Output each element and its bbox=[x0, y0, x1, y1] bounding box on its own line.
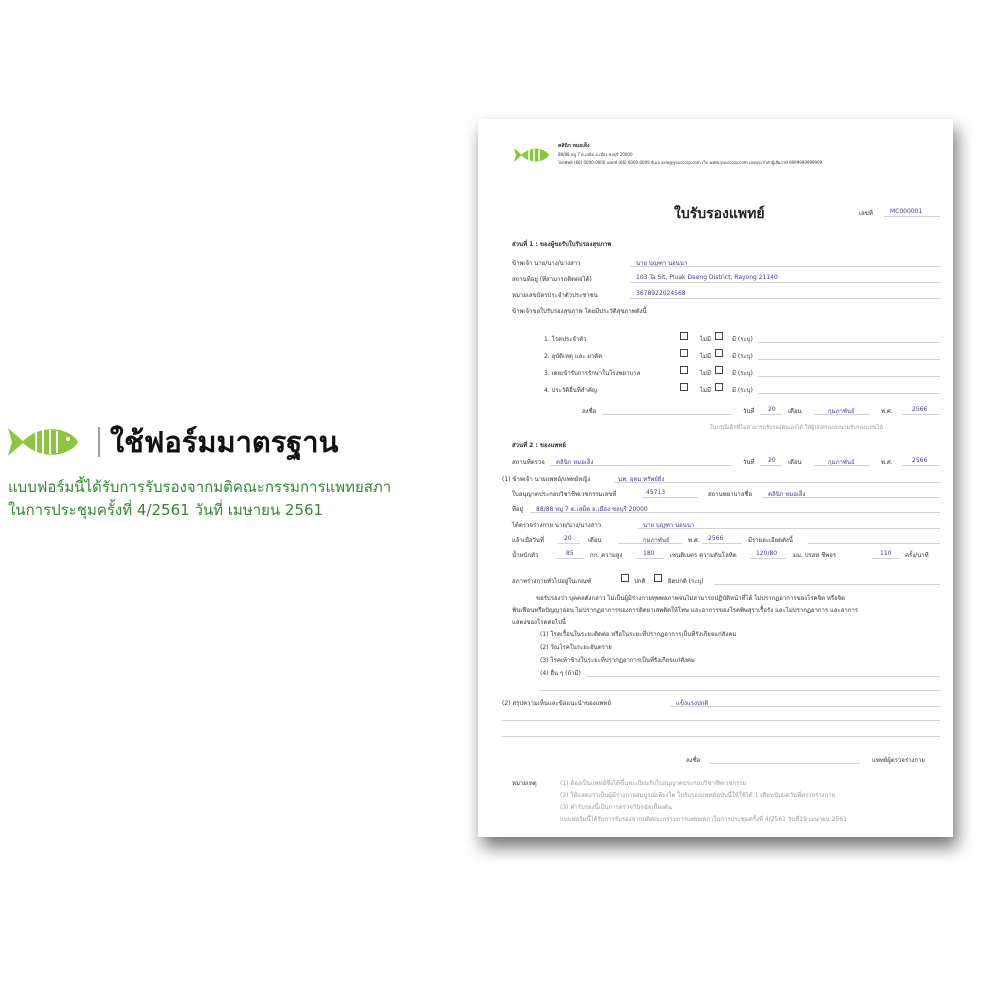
hospital-value[interactable]: คลินิก หมอเส็ง bbox=[768, 491, 806, 498]
yes-checkbox[interactable] bbox=[715, 332, 723, 340]
per-min-label: ครั้ง/นาที bbox=[905, 552, 929, 559]
month-label: เดือน bbox=[788, 459, 802, 466]
disease-item: (3) โรคเท้าช้างในระยะที่ปรากฏอาการเป็นที่รังเกียจแก่สังคม bbox=[540, 657, 695, 664]
examined-label: ได้ตรวจร่างกาย นาย/นาง/นางสาว bbox=[512, 522, 602, 529]
no-option-label: ไม่มี bbox=[700, 353, 711, 360]
doc-no-value: MC000001 bbox=[890, 208, 923, 215]
summary-value[interactable]: แข็งแรงปกติ bbox=[676, 700, 709, 707]
height-value[interactable]: 180 bbox=[643, 550, 655, 557]
name-label: ข้าพเจ้า นาย/นาง/นางสาว bbox=[512, 260, 581, 267]
yes-option-label: มี (ระบุ) bbox=[732, 370, 753, 377]
promo-block bbox=[8, 420, 468, 522]
no-checkbox[interactable] bbox=[680, 349, 688, 357]
yes-checkbox[interactable] bbox=[715, 349, 723, 357]
pulse-value[interactable]: 110 bbox=[880, 550, 892, 557]
form-title: ใบรับรองแพทย์ bbox=[674, 206, 765, 222]
history-item: 4. ประวัติอื่นที่สำคัญ bbox=[544, 387, 597, 394]
clinic-address: 88/88 หมู่ 7 ต.เสม็ด อ.เมือง ชลบุรี 20000 bbox=[558, 152, 633, 157]
exam-day[interactable]: 20 bbox=[564, 535, 572, 542]
bp-value[interactable]: 120/80 bbox=[756, 550, 778, 557]
date-label: วันที่ bbox=[743, 408, 755, 415]
clinic-contact: โทรศัพท์ (66) 0000-0000 แฟกซ์ (66) 0000-0009 อีเมล sale@yourcorp.com เว็บ www.yourcorp.com เลขประจำตัวผู้เสียภาษี 9999999999999 bbox=[558, 160, 823, 165]
no-option-label: ไม่มี bbox=[700, 370, 711, 377]
sign-label: ลงชื่อ bbox=[582, 408, 597, 415]
yes-option-label: มี (ระบุ) bbox=[732, 353, 753, 360]
promo-subtitle-line-1: แบบฟอร์มนี้ได้รับการรับรองจากมติคณะกรรมการแพทยสภา bbox=[8, 478, 392, 496]
clinic-name: คลินิก หมอเส็ง bbox=[558, 143, 590, 149]
promo-subtitle bbox=[8, 476, 468, 522]
details-label: มีรายละเอียดดังนี้ bbox=[748, 537, 793, 544]
address-value[interactable]: 103 Ta Sit, Pluak Daeng District, Rayong 21140 bbox=[636, 274, 778, 281]
name-value[interactable]: นาย บุญฑา นอนนา bbox=[636, 260, 688, 267]
doctor-sign-label: ลงชื่อ bbox=[686, 757, 701, 764]
year-label: พ.ศ. bbox=[881, 459, 893, 466]
day-value[interactable]: 20 bbox=[768, 406, 776, 413]
normal-checkbox[interactable] bbox=[621, 574, 629, 582]
day-value[interactable]: 20 bbox=[768, 457, 776, 464]
hospital-label: สถานพยาบาลชื่อ bbox=[708, 491, 753, 498]
doc-no-label: เลขที่ bbox=[859, 210, 873, 217]
yes-checkbox[interactable] bbox=[715, 366, 723, 374]
year-label: พ.ศ. bbox=[881, 408, 893, 415]
cm-bp-label: เซนติเมตร ความดันโลหิต bbox=[670, 552, 737, 559]
medical-certificate-sheet bbox=[478, 119, 953, 837]
promo-title: ใช้ฟอร์มมาตรฐาน bbox=[110, 425, 339, 459]
doctor-value[interactable]: นพ. อุดม ทรัพย์ยิ่ง bbox=[618, 476, 665, 483]
exam-month[interactable]: กุมภาพันธ์ bbox=[643, 537, 670, 544]
part2-heading: ส่วนที่ 2 : ของแพทย์ bbox=[512, 442, 566, 449]
remark-item: (1) ต้องเป็นแพทย์ซึ่งได้ขึ้นทะเบียนรับใบอนุญาตประกอบวิชาชีพเวชกรรม bbox=[560, 780, 747, 787]
yes-option-label: มี (ระบุ) bbox=[732, 336, 753, 343]
history-item: 1. โรคประจำตัว bbox=[544, 336, 587, 343]
when-label: แล้วเมื่อวันที่ bbox=[512, 537, 544, 544]
examined-value[interactable]: นาย บุญฑา นอนนา bbox=[643, 522, 695, 529]
promo-header bbox=[8, 420, 468, 464]
license-label: ใบอนุญาตประกอบวิชาชีพเวชกรรมเลขที่ bbox=[512, 491, 617, 498]
divider bbox=[98, 427, 100, 457]
doctor-label: (1) ข้าพเจ้า นายแพทย์/แพทย์หญิง bbox=[502, 476, 591, 483]
date-label: วันที่ bbox=[743, 459, 755, 466]
history-label: ข้าพเจ้าขอใบรับรองสุขภาพ โดยมีประวัติสุขภาพดังนี้ bbox=[512, 308, 647, 315]
no-checkbox[interactable] bbox=[680, 366, 688, 374]
month-label: เดือน bbox=[788, 408, 802, 415]
address-label: สถานที่อยู่ (ที่สามารถติดต่อได้) bbox=[512, 276, 592, 283]
mmhg-pulse-label: มม. ปรอท ชีพจร bbox=[793, 552, 836, 559]
fish-logo bbox=[8, 422, 80, 462]
summary-label: (2) สรุปความเห็นและข้อแนะนำของแพทย์ bbox=[502, 700, 611, 707]
clinic-logo bbox=[514, 145, 550, 165]
general-label: สภาพร่างกายทั่วไปอยู่ในเกณฑ์ bbox=[512, 578, 592, 585]
yes-checkbox[interactable] bbox=[715, 383, 723, 391]
promo-subtitle-line-2: ในการประชุมครั้งที่ 4/2561 วันที่ เมษายน 2561 bbox=[8, 501, 324, 519]
addr-value[interactable]: 88/88 หมู่ 7 ต.เสม็ด อ.เมือง ชลบุรี 20000 bbox=[536, 506, 648, 513]
abnormal-checkbox[interactable] bbox=[654, 574, 662, 582]
disease-item: (2) วัณโรคในระยะอันตราย bbox=[540, 644, 612, 651]
statement-line-1: ขอรับรองว่า บุคคลดังกล่าว ไม่เป็นผู้มีร่างกายทุพพลภาพจนไม่สามารถปฏิบัติหน้าที่ได้ ไม่ปรากฏอาการของโรคจิต หรือจิต bbox=[536, 595, 846, 602]
remark-item: (2) ให้แสดงว่าเป็นผู้มีร่างกายสมบูรณ์เพียงใด ใบรับรองแพทย์ฉบับนี้ให้ใช้ได้ 1 เดือนนับแต่วันที่ตรวจร่างกาย bbox=[560, 792, 836, 799]
history-item: 2. อุบัติเหตุ และ ผ่าตัด bbox=[544, 353, 603, 360]
remark-item: (3) คำรับรองนี้เป็นการตรวจวินิจฉัยเบื้องต้น bbox=[560, 804, 672, 811]
remark-item: แบบฟอร์มนี้ได้รับการรับรองจากมติคณะกรรมการแพทยสภาในการประชุมครั้งที่ 4/2561 วันที่19 เมษายน 2561 bbox=[560, 816, 847, 823]
place-value[interactable]: คลินิก หมอเส็ง bbox=[556, 459, 594, 466]
remarks-label: หมายเหตุ bbox=[512, 780, 537, 787]
no-checkbox[interactable] bbox=[680, 332, 688, 340]
place-label: สถานที่ตรวจ bbox=[512, 459, 545, 466]
no-option-label: ไม่มี bbox=[700, 387, 711, 394]
weight-label: น้ำหนักตัว bbox=[512, 552, 539, 559]
disease-item: (1) โรคเรื้อนในระยะติดต่อ หรือในระยะที่ปรากฏอาการเป็นที่รังเกียจแก่สังคม bbox=[540, 631, 737, 638]
yes-option-label: มี (ระบุ) bbox=[732, 387, 753, 394]
part1-heading: ส่วนที่ 1 : ของผู้ขอรับใบรับรองสุขภาพ bbox=[512, 241, 612, 248]
no-checkbox[interactable] bbox=[680, 383, 688, 391]
doctor-sign-title: แพทย์ผู้ตรวจร่างกาย bbox=[872, 757, 925, 764]
statement-line-2: ฟั่นเฟือนหรือปัญญาอ่อน ไม่ปรากฏอาการของการติดยาเสพติดให้โทษ และอาการของโรคพิษสุราเรื้อรัง และไม่ปรากฏอาการ และอาการ bbox=[512, 607, 858, 614]
weight-value[interactable]: 85 bbox=[566, 550, 574, 557]
id-value[interactable]: 3678922024568 bbox=[636, 290, 686, 297]
addr-label: ที่อยู่ bbox=[512, 506, 524, 513]
history-item: 3. เคยเข้ารับการรักษาในโรงพยาบาล bbox=[544, 370, 641, 377]
month-value[interactable]: กุมภาพันธ์ bbox=[828, 408, 855, 415]
exam-year-label: พ.ศ. bbox=[688, 537, 700, 544]
abnormal-label: ผิดปกติ (ระบุ) bbox=[668, 578, 704, 585]
exam-year[interactable]: 2566 bbox=[708, 535, 724, 542]
year-value[interactable]: 2566 bbox=[912, 406, 928, 413]
normal-label: ปกติ bbox=[634, 578, 646, 585]
statement-line-3: แสดงของโรคต่อไปนี้ bbox=[512, 619, 566, 626]
exam-month-label: เดือน bbox=[588, 537, 602, 544]
guardian-note: ในกรณีเด็กที่ไม่สามารถรับรองตนเองได้ ให้ผู้ปกครองลงนามรับรองแทนได้ bbox=[710, 425, 883, 431]
month-value[interactable]: กุมภาพันธ์ bbox=[828, 459, 855, 466]
license-value[interactable]: 45713 bbox=[646, 489, 666, 496]
disease-item: (4) อื่น ๆ (ถ้ามี) bbox=[540, 670, 581, 677]
no-option-label: ไม่มี bbox=[700, 336, 711, 343]
year-value[interactable]: 2566 bbox=[912, 457, 928, 464]
kg-height-label: กก. ความสูง bbox=[590, 552, 623, 559]
id-label: หมายเลขบัตรประจำตัวประชาชน bbox=[512, 292, 598, 299]
